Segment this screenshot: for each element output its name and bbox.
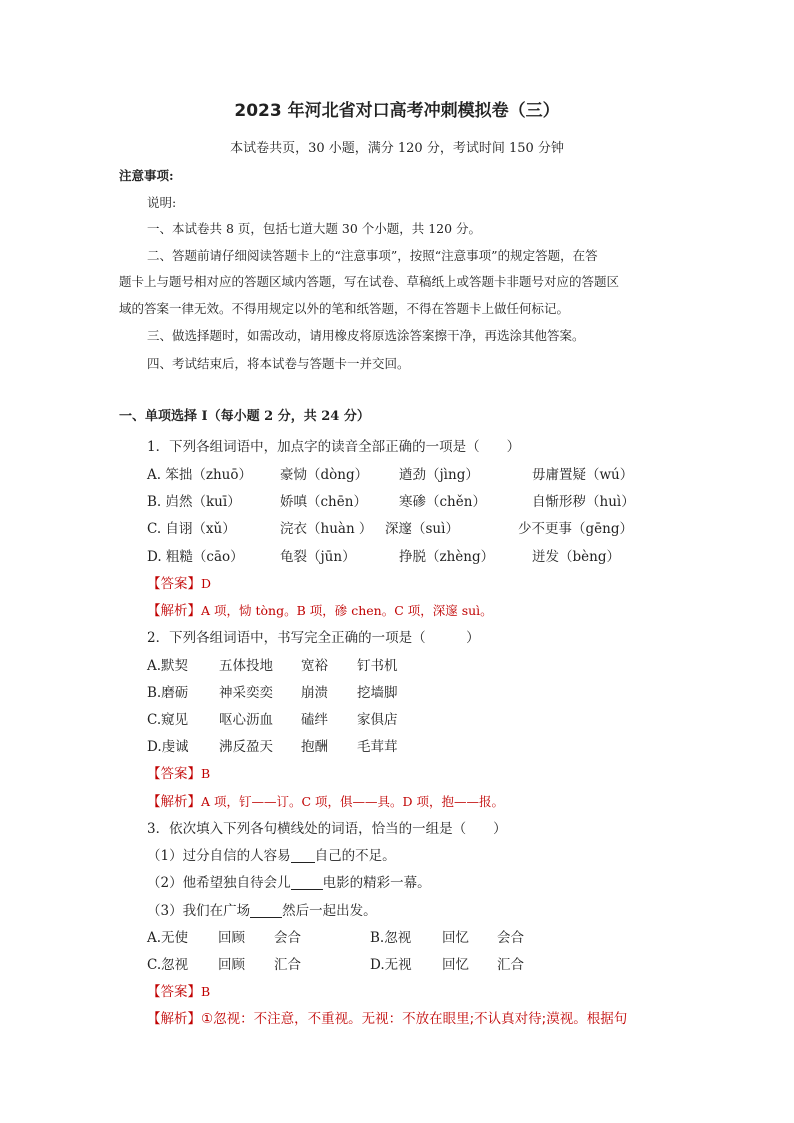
q1-option-b: 自惭形秽（huì） — [532, 494, 635, 510]
q2-option-a: 宽裕 — [301, 658, 328, 674]
q1-option-c: C. 自诩（xǔ） — [147, 521, 236, 537]
question-3-stem: 3．依次填入下列各句横线处的词语，恰当的一组是（ ） — [147, 821, 507, 837]
notice-intro: 说明: — [147, 195, 177, 210]
analysis-row — [147, 790, 504, 810]
q2-option-a: 钉书机 — [357, 658, 398, 674]
q3-sentence-3: （3）我们在广场 然后一起出发。 — [147, 903, 377, 919]
answer-label: 【答案】 — [147, 984, 201, 1000]
answer-value: B — [201, 766, 211, 781]
q3-option-a: 会合 — [274, 930, 301, 946]
q2-option-d: 毛茸茸 — [357, 739, 398, 755]
q3-option-c: C.忽视 — [147, 957, 189, 973]
q2-option-a: A.默契 — [147, 658, 189, 674]
q1-option-a: 遒劲（jìng） — [399, 467, 479, 483]
q2-option-b: B.磨砺 — [147, 685, 189, 701]
q1-option-a: 豪恸（dòng） — [280, 467, 369, 483]
q3-option-d: D.无视 — [370, 957, 412, 973]
q2-option-c: C.窥见 — [147, 712, 189, 728]
q3-option-b: B.忽视 — [370, 930, 412, 946]
q1-option-c: 少不更事（gēng） — [518, 521, 633, 537]
notice-line: 四、考试结束后，将本试卷与答题卡一并交回。 — [147, 356, 410, 371]
q2-option-a: 五体投地 — [219, 658, 273, 674]
fill-blank — [291, 848, 315, 863]
q1-option-c: 深邃（suì） — [385, 521, 459, 537]
question-1-stem: 1．下列各组词语中，加点字的读音全部正确的一项是（ ） — [147, 439, 521, 455]
q1-option-b: 寒碜（chěn） — [399, 494, 486, 510]
answer-label: 【答案】 — [147, 576, 201, 592]
q2-option-c: 家俱店 — [357, 712, 398, 728]
q3-option-d: 回忆 — [442, 957, 469, 973]
q1-option-d: D. 粗糙（cāo） — [147, 549, 244, 565]
q1-option-a: A. 笨拙（zhuō） — [147, 467, 252, 483]
question-2-stem: 2．下列各组词语中，书写完全正确的一项是（ ） — [147, 630, 480, 646]
answer-row — [147, 572, 211, 592]
analysis-text: A 项，恸 tòng。B 项，碜 chen。C 项，深邃 suì。 — [201, 603, 493, 618]
notice-heading: 注意事项: — [119, 168, 174, 183]
answer-value: B — [201, 984, 211, 999]
q1-option-a: 毋庸置疑（wú） — [532, 467, 634, 483]
q2-option-c: 磕绊 — [301, 712, 328, 728]
q3-sentence-2: （2）他希望独自待会儿 电影的精彩一幕。 — [147, 875, 431, 891]
fill-blank — [250, 903, 282, 918]
q3-option-c: 汇合 — [274, 957, 301, 973]
notice-line: 题卡上与题号相对应的答题区域内答题，写在试卷、草稿纸上或答题卡非题号对应的答题区 — [119, 274, 620, 289]
q3-option-d: 汇合 — [497, 957, 524, 973]
q1-option-d: 挣脱（zhèng） — [399, 549, 495, 565]
q2-option-d: 沸反盈天 — [219, 739, 273, 755]
q2-option-d: D.虔诚 — [147, 739, 189, 755]
q2-option-c: 呕心沥血 — [219, 712, 273, 728]
notice-line: 域的答案一律无效。不得用规定以外的笔和纸答题，不得在答题卡上做任何标记。 — [119, 301, 570, 316]
q3-option-a: A.无使 — [147, 930, 189, 946]
exam-info: 本试卷共页，30 小题，满分 120 分，考试时间 150 分钟 — [230, 141, 564, 156]
analysis-label: 【解析】 — [147, 1011, 201, 1027]
q1-option-c: 浣衣（huàn ） — [280, 521, 373, 537]
analysis-label: 【解析】 — [147, 794, 201, 810]
answer-row — [147, 762, 210, 782]
q2-option-b: 崩溃 — [301, 685, 328, 701]
answer-label: 【答案】 — [147, 766, 201, 782]
notice-line: 一、本试卷共 8 页，包括七道大题 30 个小题，共 120 分。 — [147, 221, 482, 236]
notice-line: 三、做选择题时，如需改动，请用橡皮将原选涂答案擦干净，再选涂其他答案。 — [147, 328, 585, 343]
q3-sentence-1: （1）过分自信的人容易 自己的不足。 — [147, 848, 396, 864]
fill-blank — [291, 875, 323, 890]
answer-value: D — [201, 576, 212, 591]
analysis-row — [147, 599, 493, 619]
q3-option-b: 回忆 — [442, 930, 469, 946]
q2-option-d: 抱酬 — [301, 739, 328, 755]
q3-option-b: 会合 — [497, 930, 524, 946]
q1-option-d: 迸发（bèng） — [532, 549, 620, 565]
q1-option-b: B. 岿然（kuī） — [147, 494, 241, 510]
analysis-text: A 项，钉——订。C 项，俱——具。D 项，抱——报。 — [201, 794, 505, 809]
analysis-text: ①忽视：不注意，不重视。无视：不放在眼里;不认真对待;漠视。根据句 — [201, 1011, 628, 1027]
q3-option-c: 回顾 — [218, 957, 245, 973]
q3-option-a: 回顾 — [218, 930, 245, 946]
q2-option-b: 挖墙脚 — [357, 685, 398, 701]
q1-option-b: 娇嗔（chēn） — [280, 494, 367, 510]
notice-line: 二、答题前请仔细阅读答题卡上的“注意事项”，按照“注意事项”的规定答题，在答 — [147, 248, 598, 263]
page-title: 2023 年河北省对口高考冲刺模拟卷（三） — [234, 101, 560, 121]
q1-option-d: 龟裂（jūn） — [280, 549, 356, 565]
q2-option-b: 神采奕奕 — [219, 685, 273, 701]
section-heading: 一、单项选择 I（每小题 2 分，共 24 分） — [119, 409, 370, 424]
answer-row — [147, 980, 210, 1000]
analysis-row — [147, 1007, 627, 1027]
analysis-label: 【解析】 — [147, 603, 201, 619]
